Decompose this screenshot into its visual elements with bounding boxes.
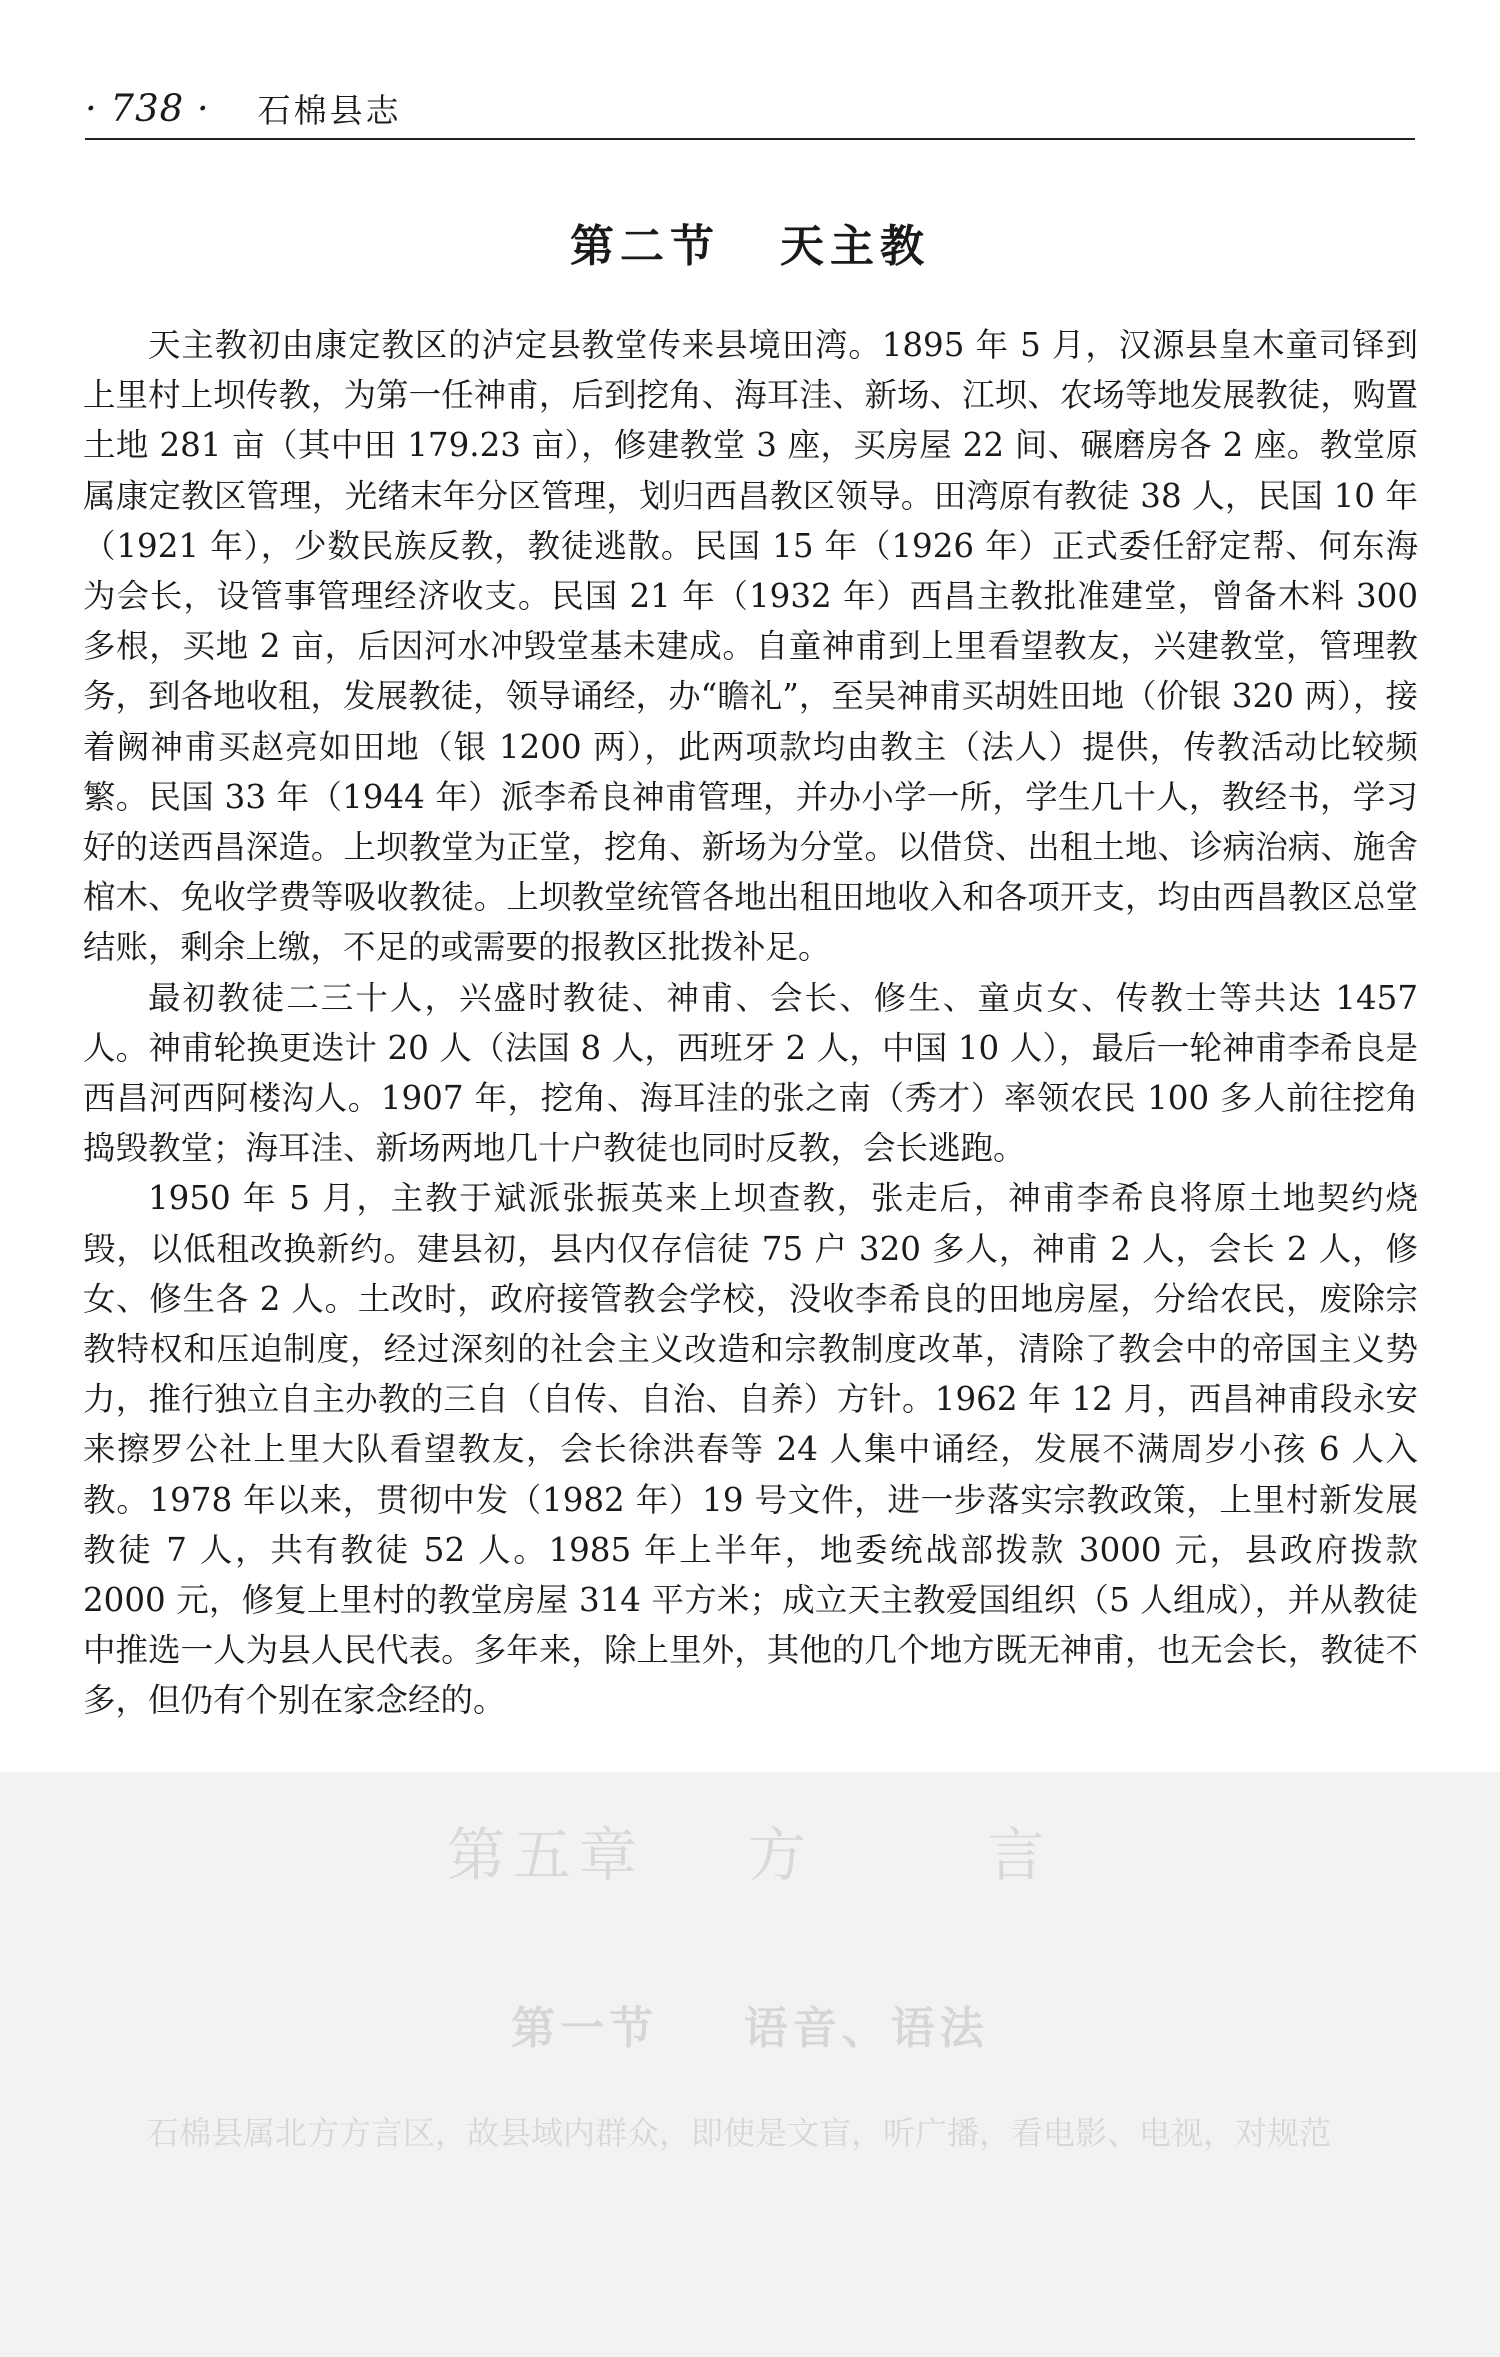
next-section-name: 语音、语法 <box>743 2003 989 2054</box>
chapter-name-2: 言 <box>986 1821 1053 1889</box>
next-first-line: 石棉县属北方方言区，故县域内群众，即使是文盲，听广播，看电影、电视，对规范 <box>147 2114 1332 2152</box>
page-number: · 738 · <box>85 86 210 130</box>
next-section-title <box>0 1992 1500 2056</box>
chapter-number: 第五章 <box>447 1821 646 1889</box>
chapter-name-1: 方 <box>747 1821 814 1889</box>
book-title: 石棉县志 <box>257 90 402 130</box>
next-chapter-title <box>0 1808 1500 1892</box>
paragraph-3: 1950 年 5 月，主教于斌派张振英来上坝查教，张走后，神甫李希良将原土地契约烧毁，以低租改换新约。建县初，县内仅存信徒 75 户 320 多人，神甫 2 人，会长 2 人，修女、修生各 2 人。土改时，政府接管教会学校，没收李希良的田地房屋，分给农民，废除宗教特权和压迫制度，经过深刻的社会主义改造和宗教制度改革，清除了教会中的帝国主义势力，推行独立自主办教的三自（自传、自治、自养）方针。1962 年 12 月，西昌神甫段永安来擦罗公社上里大队看望教友，会长徐洪春等 24 人集中诵经，发展不满周岁小孩 6 人入教。1978 年以来，贯彻中发（1982 年）19 号文件，进一步落实宗教政策，上里村新发展教徒 7 人，共有教徒 52 人。1985 年上半年，地委统战部拨款 3000 元，县政府拨款 2000 元，修复上里村的教堂房屋 314 平方米；成立天主教爱国组织（5 人组成），并从教徒中推选一人为县人民代表。多年来，除上里外，其他的几个地方既无神甫，也无会长，教徒不多，但仍有个别在家念经的。 <box>83 1179 1418 1720</box>
page-header <box>85 78 1415 140</box>
next-section-number: 第一节 <box>511 2003 659 2054</box>
section-number: 第二节 <box>570 221 720 272</box>
body-text <box>83 320 1418 1726</box>
section-name: 天主教 <box>780 221 930 272</box>
section-title <box>0 210 1500 274</box>
paragraph-1: 天主教初由康定教区的泸定县教堂传来县境田湾。1895 年 5 月，汉源县皇木童司铎到上里村上坝传教，为第一任神甫，后到挖角、海耳洼、新场、江坝、农场等地发展教徒，购置土地 281 亩（其中田 179.23 亩），修建教堂 3 座，买房屋 22 间、碾磨房各 2 座。教堂原属康定教区管理，光绪末年分区管理，划归西昌教区领导。田湾原有教徒 38 人，民国 10 年（1921 年），少数民族反教，教徒逃散。民国 15 年（1926 年）正式委任舒定帮、何东海为会长，设管事管理经济收支。民国 21 年（1932 年）西昌主教批准建堂，曾备木料 300 多根，买地 2 亩，后因河水冲毁堂基未建成。自童神甫到上里看望教友，兴建教堂，管理教务，到各地收租，发展教徒，领导诵经，办“瞻礼”，至吴神甫买胡姓田地（价银 320 两），接着阙神甫买赵亮如田地（银 1200 两），此两项款均由教主（法人）提供，传教活动比较频繁。民国 33 年（1944 年）派李希良神甫管理，并办小学一所，学生几十人，教经书，学习好的送西昌深造。上坝教堂为正堂，挖角、新场为分堂。以借贷、出租土地、诊病治病、施舍棺木、免收学费等吸收教徒。上坝教堂统管各地出租田地收入和各项开支，均由西昌教区总堂结账，剩余上缴，不足的或需要的报教区批拨补足。 <box>83 326 1418 967</box>
paragraph-2: 最初教徒二三十人，兴盛时教徒、神甫、会长、修生、童贞女、传教士等共达 1457 人。神甫轮换更迭计 20 人（法国 8 人，西班牙 2 人，中国 10 人），最后一轮神甫李希良是西昌河西阿楼沟人。1907 年，挖角、海耳洼的张之南（秀才）率领农民 100 多人前往挖角捣毁教堂；海耳洼、新场两地几十户教徒也同时反教，会长逃跑。 <box>83 978 1418 1168</box>
